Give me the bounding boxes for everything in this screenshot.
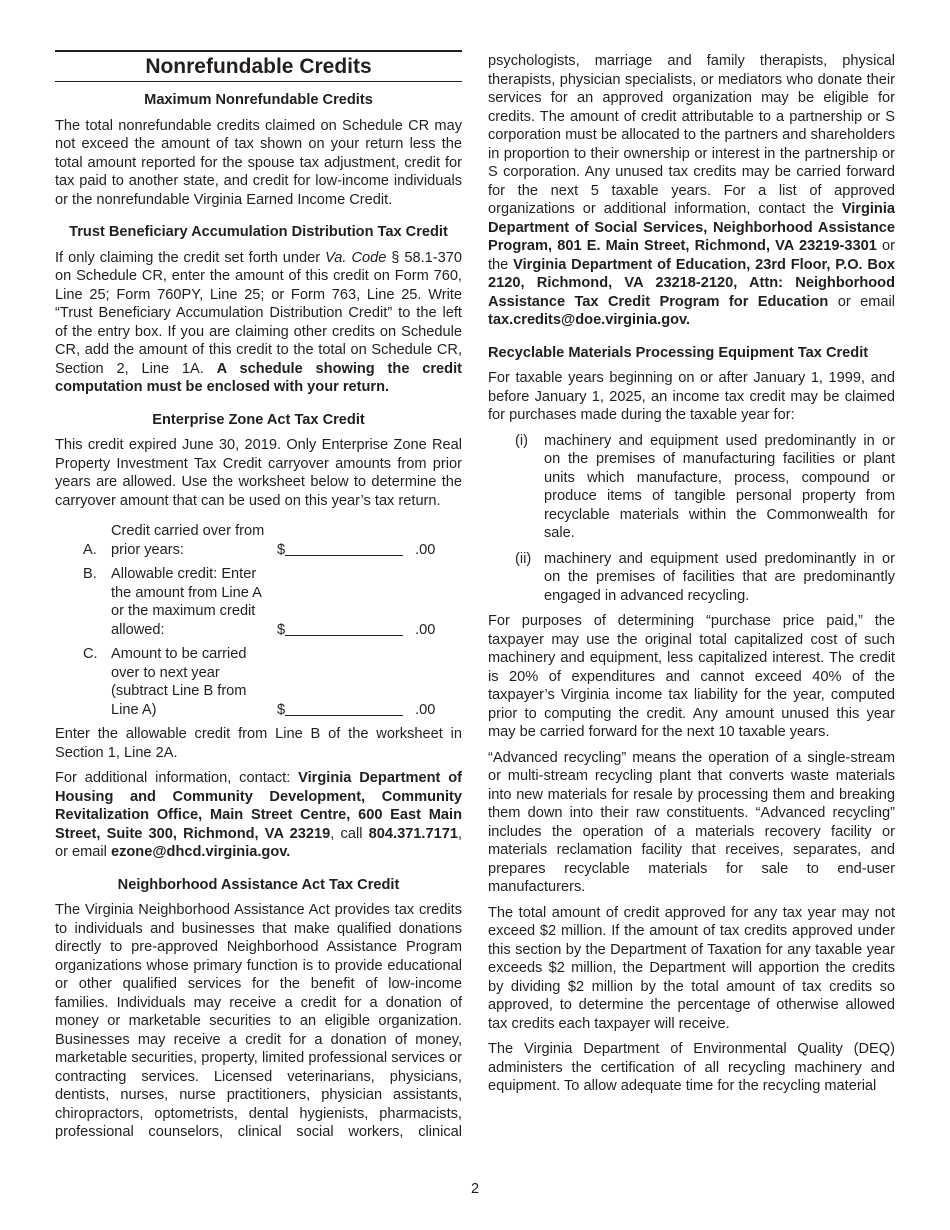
section-heading-maximum-credits: Maximum Nonrefundable Credits [144, 92, 373, 108]
contact-email: ezone@dhcd.virginia.gov. [110, 844, 291, 860]
paragraph: For purposes of determining “purchase price paid,” the taxpayer may use the original total capitalized cost of such machinery and equipment, less capitalized interest. The credit is 20% of expenditures and cannot exceed 40% of the taxpayer’s Virginia income tax liability for the year, computed prior to computing the credit. Any amount unused this year may be carried forward for the next 10 taxable years. [488, 613, 895, 740]
page-number: 2 [470, 1181, 480, 1197]
text-run: or email [828, 293, 895, 310]
contact-address: Virginia Department of Education, 23rd Floor, P.O. Box 2120, Richmond, VA 23218-2120, Attn: Neighborhood Assistance Tax Credit Program for Education [488, 256, 895, 310]
text-run: , call [330, 825, 369, 842]
amount-field[interactable] [277, 541, 462, 560]
contact-email: tax.credits@doe.virginia.gov. [488, 312, 691, 328]
dollar-sign: $ [277, 541, 286, 558]
list-text: machinery and equipment used predominantly in or on the premises of manufacturing facilities or plant units which manufacture, process, compound or produce items of tangible personal property from recyclable materials within the Commonwealth for sale. [544, 432, 895, 541]
amount-field[interactable] [277, 621, 462, 640]
left-column [55, 50, 462, 1142]
section-heading-enterprise-zone: Enterprise Zone Act Tax Credit [152, 411, 365, 428]
right-column [488, 52, 895, 1103]
paragraph: The Virginia Neighborhood Assistance Act provides tax credits to individuals and businesses that make qualified donations directly to pre-approved Neighborhood Assistance Program organizations whose primary function is to provide educational or other qualified services for the benefit of low-income families. Individuals may receive a credit for a donation of money or marketable securities to an eligible organization. Businesses may receive a credit for a donation of money, marketable securities, property, limited professional services or contracting services. Licensed veterinarians, physicians, dentists, nurses, nurse practitioners, physician assistants, chiropractors, optometrists, dental hygienists, pharmacists, professional counselors, clinical social workers, clinical [55, 902, 462, 1140]
section-heading-trust-credit: Trust Beneficiary Accumulation Distribution Tax Credit [69, 224, 448, 240]
text-run: or the [488, 238, 895, 273]
paragraph: The total amount of credit approved for any tax year may not exceed $2 million. If the amount of tax credits approved under this section by the Department of Taxation for any taxable year exceeds $2 million, the Department will apportion the credits by dividing $2 million by the total amount of tax credits so approved, to determine the percentage of otherwise allowed tax credits each taxpayer will receive. [488, 904, 895, 1032]
paragraph: For taxable years beginning on or after January 1, 1999, and before January 1, 2025, an income tax credit may be claimed for purchases made during the taxable year for: [488, 370, 895, 423]
paragraph: The Virginia Department of Environmental Quality (DEQ) administers the certification of all recycling machinery and equipment. To allow adequate time for the recycling material [488, 1041, 895, 1094]
text-run: For additional information, contact: [55, 770, 299, 786]
text-run-italic: Va. Code [325, 249, 387, 266]
list-text: machinery and equipment used predominantly in or on the premises of facilities that are predominantly engaged in advanced recycling. [544, 550, 895, 604]
list-number: (i) [515, 432, 528, 449]
section-heading-recyclable-materials: Recyclable Materials Processing Equipment Tax Credit [488, 344, 869, 361]
contact-address: Virginia Department of Housing and Community Development, Community Revitalization Office, Main Street Centre, 600 East Main Street, Suite 300, Richmond, VA 23219 [55, 770, 462, 842]
list-item [488, 550, 895, 606]
paragraph [55, 769, 462, 862]
paragraph: Enter the allowable credit from Line B of the worksheet in Section 1, Line 2A. [55, 726, 462, 761]
text-run: , or email [55, 825, 463, 860]
section-heading-neighborhood-assistance: Neighborhood Assistance Act Tax Credit [117, 876, 400, 893]
worksheet-row-b [55, 565, 462, 639]
amount-blank[interactable] [285, 701, 403, 716]
row-label: Amount to be carried over to next year (subtract Line B from Line A) [111, 646, 247, 718]
row-letter: B. [83, 566, 97, 582]
list-number: (ii) [515, 550, 532, 567]
row-label: Credit carried over from prior years: [111, 523, 265, 558]
amount-field[interactable] [277, 701, 462, 720]
cents: .00 [415, 541, 436, 558]
paragraph: The total nonrefundable credits claimed on Schedule CR may not exceed the amount of tax shown on your return less the total amount reported for the spouse tax adjustment, credit for tax paid to another state, and credit for low-income individuals or the nonrefundable Virginia Earned Income Credit. [55, 117, 462, 208]
paragraph [55, 249, 462, 397]
amount-blank[interactable] [285, 541, 403, 556]
paragraph: “Advanced recycling” means the operation of a single-stream or multi-stream recycling plant that converts waste materials into new materials for resale by processing them and breaking them down into their raw constituents. “Advanced recycling” includes the operation of a materials recovery facility or materials reclamation facility that receives, separates, and prepares recyclable materials for sale to end-user manufacturers. [488, 749, 895, 895]
dollar-sign: $ [277, 701, 286, 718]
paragraph: This credit expired June 30, 2019. Only Enterprise Zone Real Property Investment Tax Credit carryover amounts from prior years are allowed. Use the worksheet below to determine the carryover amount that can be used on this year’s tax return. [55, 437, 462, 509]
dollar-sign: $ [277, 621, 286, 638]
carryover-worksheet [55, 522, 462, 719]
row-letter: A. [83, 541, 97, 558]
worksheet-row-a [55, 522, 462, 559]
contact-phone: 804.371.7171 [368, 825, 458, 842]
text-run: If only claiming the credit set forth under [55, 249, 326, 266]
list-item [488, 432, 895, 543]
cents: .00 [415, 701, 436, 718]
text-run-bold: A schedule showing the credit computation must be enclosed with your return. [55, 360, 463, 395]
text-run-continued: psychologists, marriage and family therapists, physical therapists, physician specialists, or mediators who donate their services for an approved organization may be eligible for credits. The amount of credit attributable to a partnership or S corporation must be allocated to the partners and shareholders in proportion to their ownership or interest in the partnership or S corporation. Any unused tax credits may be carried forward for the next 5 taxable years. For a list of approved organizations or additional information, contact the [488, 53, 895, 217]
row-label: Allowable credit: Enter the amount from Line A or the maximum credit allowed: [111, 566, 262, 638]
amount-blank[interactable] [285, 621, 403, 636]
text-run: § 58.1-370 on Schedule CR, enter the amount of this credit on Form 760, Line 25; Form 760PY, Line 25; or Form 763, Line 25. Write “Trust Beneficiary Accumulation Distribution Credit” to the left of the entry box. If you are claiming other credits on Schedule CR, add the amount of this credit to the total on Schedule CR, Section 2, Line 1A. [55, 249, 462, 377]
row-letter: C. [83, 646, 98, 662]
worksheet-row-c [55, 645, 462, 719]
page-title: Nonrefundable Credits [55, 50, 462, 82]
paragraph-continued [488, 52, 895, 330]
contact-address: Virginia Department of Social Services, Neighborhood Assistance Program, 801 E. Main Street, Richmond, VA 23219-3301 [488, 201, 895, 254]
cents: .00 [415, 621, 436, 638]
